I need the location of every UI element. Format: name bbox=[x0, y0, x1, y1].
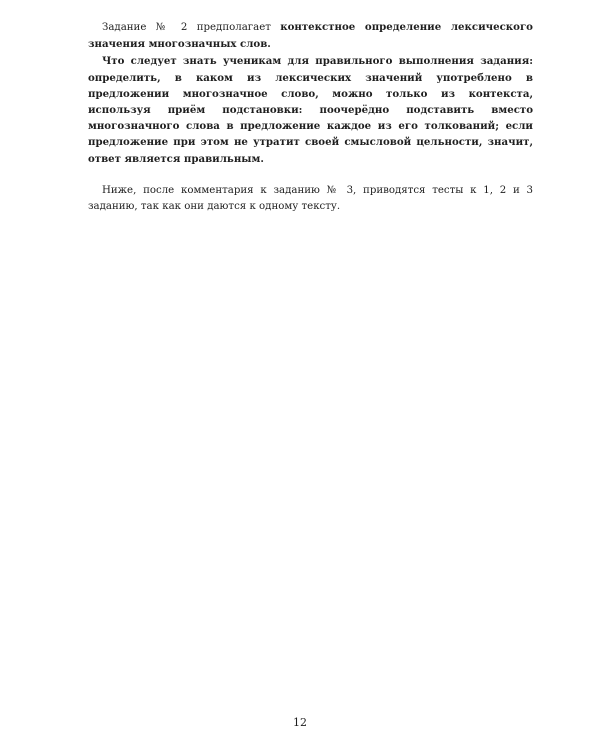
paragraph-note: Ниже, после комментария к заданию № 3, приводятся тесты к 1, 2 и 3 заданию, так как они даются к одному тексту. bbox=[88, 184, 533, 213]
paragraph-instructions: Что следует знать ученикам для правильного выполнения задания: определить, в каком из лексических значений употреблено в предложении многозначное слово, можно только из контекста, используя приём подстановки: поочерёдно подставить вместо многозначного слова в предложение каждое из его толкований; если предложение при этом не утратит своей смысловой цельности, значит, ответ является правильным. bbox=[88, 55, 533, 165]
task-2-label: Задание № 2 bbox=[102, 22, 188, 33]
task-2-description: контекстное определение лексического значения многозначных слов. bbox=[88, 21, 533, 51]
page-number: 12 bbox=[293, 716, 307, 729]
main-text bbox=[88, 19, 533, 215]
task-2-connector: предполагает bbox=[187, 22, 281, 33]
paragraph-spacer bbox=[88, 167, 533, 183]
paragraph-task-2 bbox=[88, 19, 533, 53]
